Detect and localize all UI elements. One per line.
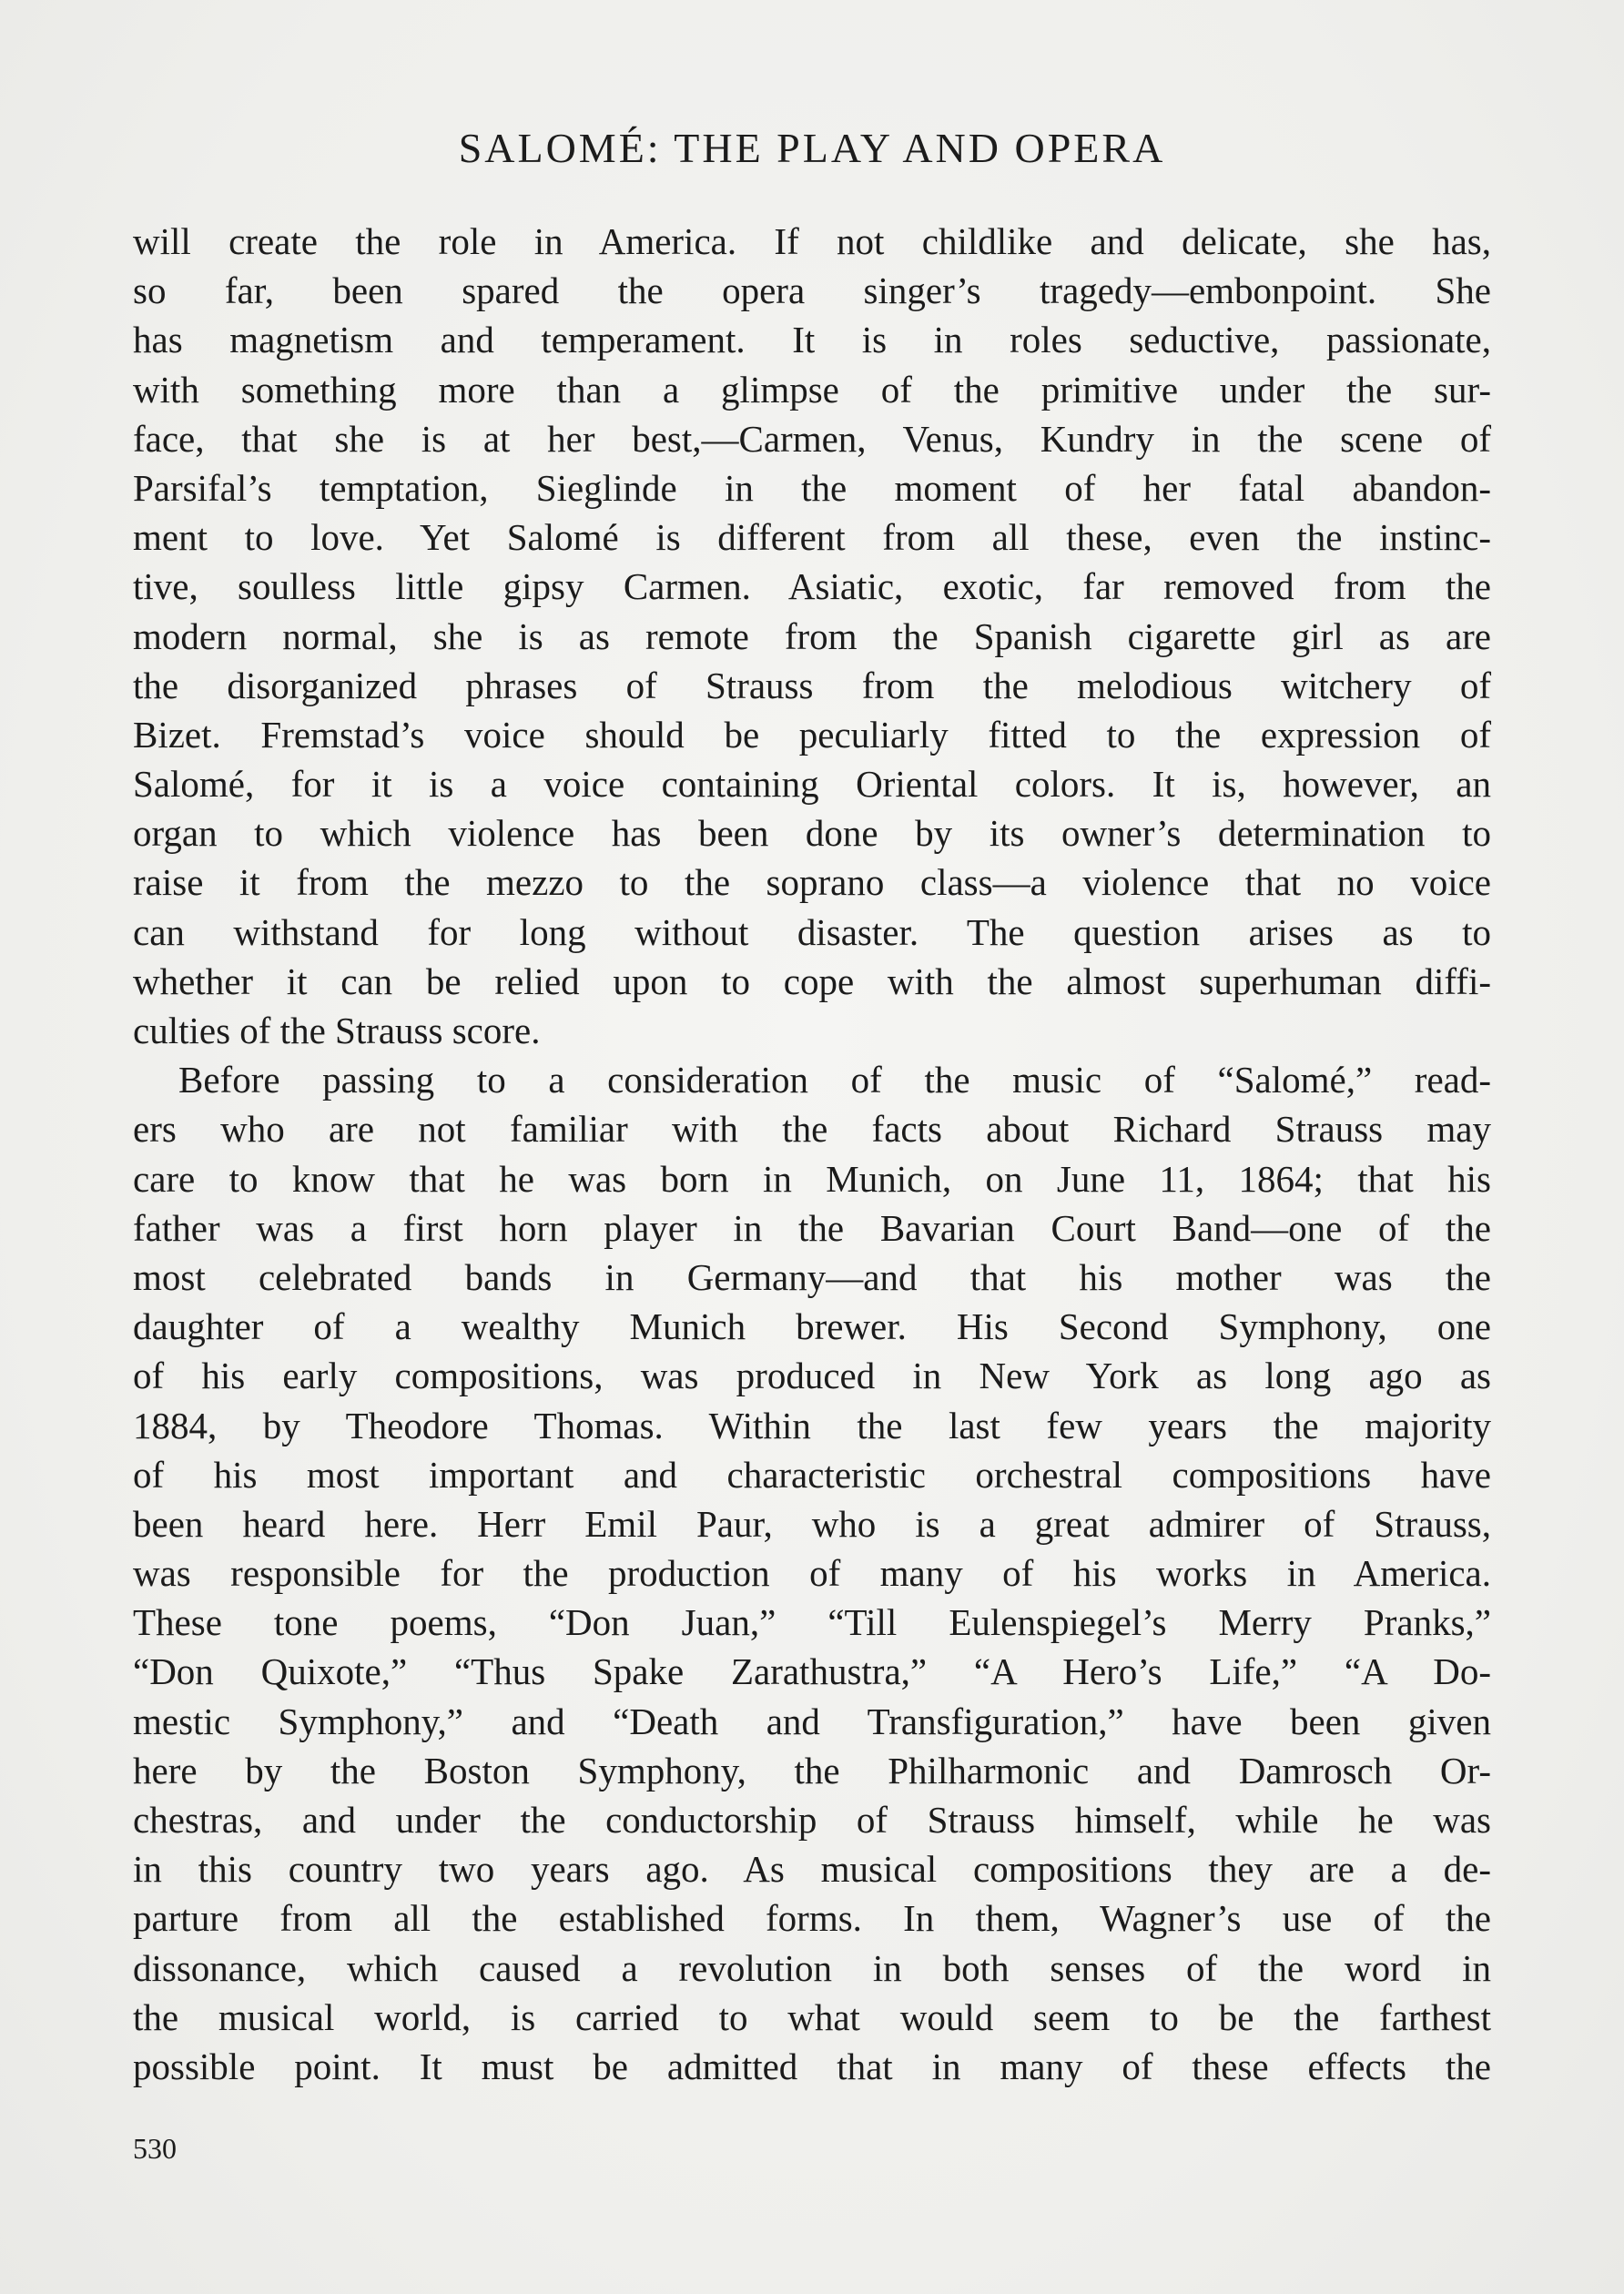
text-line: most celebrated bands in Germany—and that his mother was the bbox=[133, 1255, 1491, 1298]
text-line: ers who are not familiar with the facts about Richard Strauss may bbox=[133, 1108, 1491, 1151]
body-text bbox=[133, 217, 1491, 2091]
text-line: whether it can be relied upon to cope with the almost superhuman diffi- bbox=[133, 959, 1491, 1002]
text-line: so far, been spared the opera singer’s tragedy—embonpoint. She bbox=[133, 269, 1491, 312]
paragraph-end-line: culties of the Strauss score. bbox=[133, 1010, 541, 1051]
text-line: can withstand for long without disaster. The question arises as to bbox=[133, 910, 1491, 953]
text-line: the disorganized phrases of Strauss from the melodious witchery of bbox=[133, 664, 1491, 706]
text-line: father was a first horn player in the Bavarian Court Band—one of the bbox=[133, 1206, 1491, 1249]
text-line: has magnetism and temperament. It is in roles seductive, passionate, bbox=[133, 319, 1491, 361]
text-line: with something more than a glimpse of the primitive under the sur- bbox=[133, 368, 1491, 411]
text-line: Bizet. Fremstad’s voice should be peculiarly fitted to the expression of bbox=[133, 713, 1491, 756]
text-line: Parsifal’s temptation, Sieglinde in the moment of her fatal abandon- bbox=[133, 466, 1491, 509]
text-line: Salomé, for it is a voice containing Oriental colors. It is, however, an bbox=[133, 763, 1491, 806]
text-line: tive, soulless little gipsy Carmen. Asiatic, exotic, far removed from the bbox=[133, 565, 1491, 608]
text-line: here by the Boston Symphony, the Philharmonic and Damrosch Or- bbox=[133, 1749, 1491, 1792]
text-line: “Don Quixote,” “Thus Spake Zarathustra,” “A Hero’s Life,” “A Do- bbox=[133, 1650, 1491, 1693]
text-line: ment to love. Yet Salomé is different from all these, even the instinc- bbox=[133, 516, 1491, 559]
text-line: the musical world, is carried to what would seem to be the farthest bbox=[133, 1995, 1491, 2038]
text-line: dissonance, which caused a revolution in both senses of the word in bbox=[133, 1946, 1491, 1989]
text-line: organ to which violence has been done by its owner’s determination to bbox=[133, 812, 1491, 855]
text-line: 1884, by Theodore Thomas. Within the last few years the majority bbox=[133, 1404, 1491, 1446]
text-line: of his early compositions, was produced in New York as long ago as bbox=[133, 1355, 1491, 1397]
text-line: daughter of a wealthy Munich brewer. His Second Symphony, one bbox=[133, 1305, 1491, 1348]
paragraph-start-line: Before passing to a consideration of the music of “Salomé,” read- bbox=[178, 1059, 1491, 1101]
text-line: in this country two years ago. As musical compositions they are a de- bbox=[133, 1848, 1491, 1891]
text-line: These tone poems, “Don Juan,” “Till Eulenspiegel’s Merry Pranks,” bbox=[133, 1601, 1491, 1644]
text-line: was responsible for the production of many of his works in America. bbox=[133, 1552, 1491, 1595]
text-line: will create the role in America. If not childlike and delicate, she has, bbox=[133, 220, 1491, 262]
text-line: of his most important and characteristic orchestral compositions have bbox=[133, 1453, 1491, 1496]
text-line: mestic Symphony,” and “Death and Transfiguration,” have been given bbox=[133, 1700, 1491, 1742]
text-line: care to know that he was born in Munich, on June 11, 1864; that his bbox=[133, 1157, 1491, 1200]
text-line: parture from all the established forms. In them, Wagner’s use of the bbox=[133, 1897, 1491, 1940]
text-line: raise it from the mezzo to the soprano class—a violence that no voice bbox=[133, 861, 1491, 904]
text-line: modern normal, she is as remote from the Spanish cigarette girl as are bbox=[133, 614, 1491, 657]
running-head: SALOMÉ: THE PLAY AND OPERA bbox=[458, 125, 1166, 171]
text-line: possible point. It must be admitted that in many of these effects the bbox=[133, 2045, 1491, 2087]
text-line: chestras, and under the conductorship of Strauss himself, while he was bbox=[133, 1799, 1491, 1841]
text-line: been heard here. Herr Emil Paur, who is a great admirer of Strauss, bbox=[133, 1502, 1491, 1545]
text-line: face, that she is at her best,—Carmen, Venus, Kundry in the scene of bbox=[133, 417, 1491, 460]
page-number: 530 bbox=[133, 2132, 177, 2165]
